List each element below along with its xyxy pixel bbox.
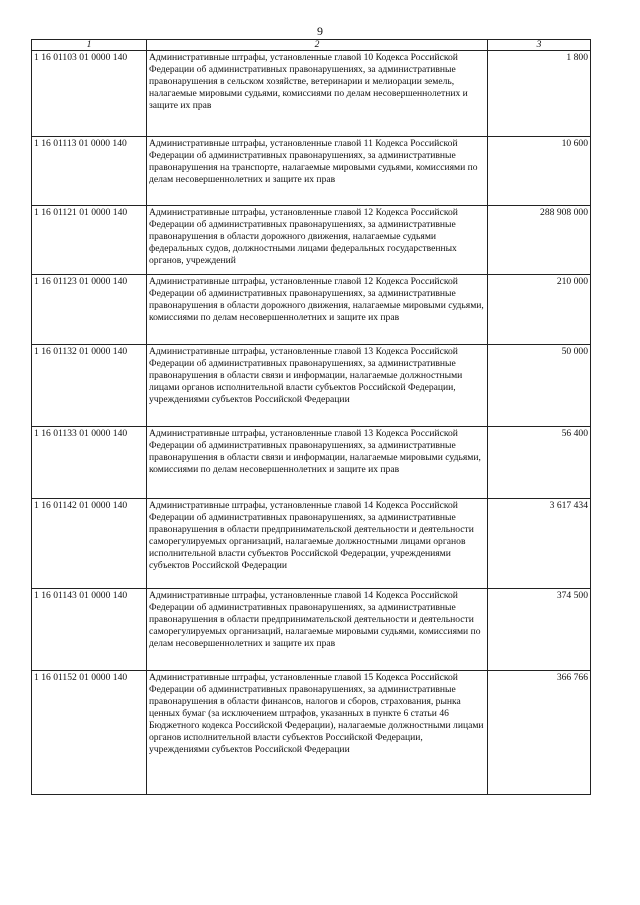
- column-header-3: 3: [488, 40, 591, 51]
- table-row: [32, 499, 591, 589]
- table-row: [32, 427, 591, 499]
- column-header-2: 2: [147, 40, 488, 51]
- header-row: [32, 40, 591, 51]
- income-description: Административные штрафы, установленные главой 14 Кодекса Российской Федерации об административных правонарушениях, за административные правонарушения в области предпринимательской деятельности и деятельности саморегулируемых организаций, налагаемые мировыми судьями, комиссиями по делам несовершеннолетних и защите их прав: [147, 589, 488, 671]
- amount: 288 908 000: [488, 206, 591, 275]
- amount: 10 600: [488, 137, 591, 206]
- budget-code: 1 16 01142 01 0000 140: [32, 499, 147, 589]
- amount: 1 800: [488, 51, 591, 137]
- income-description: Административные штрафы, установленные главой 14 Кодекса Российской Федерации об административных правонарушениях, за административные правонарушения в области предпринимательской деятельности и деятельности саморегулируемых организаций, налагаемые должностными лицами органов исполнительной власти субъектов Российской Федерации, учреждениями субъектов Российской Федерации: [147, 499, 488, 589]
- income-description: Административные штрафы, установленные главой 13 Кодекса Российской Федерации об административных правонарушениях, за административные правонарушения в области связи и информации, налагаемые должностными лицами органов исполнительной власти субъектов Российской Федерации, учреждениями субъектов Российской Федерации: [147, 345, 488, 427]
- income-description: Административные штрафы, установленные главой 13 Кодекса Российской Федерации об административных правонарушениях, за административные правонарушения в области связи и информации, налагаемые мировыми судьями, комиссиями по делам несовершеннолетних и защите их прав: [147, 427, 488, 499]
- budget-table: [31, 39, 591, 795]
- amount: 210 000: [488, 275, 591, 345]
- table-row: [32, 671, 591, 795]
- table-row: [32, 137, 591, 206]
- amount: 3 617 434: [488, 499, 591, 589]
- budget-code: 1 16 01113 01 0000 140: [32, 137, 147, 206]
- page-number: 9: [317, 24, 323, 38]
- amount: 50 000: [488, 345, 591, 427]
- table-row: [32, 206, 591, 275]
- budget-code: 1 16 01152 01 0000 140: [32, 671, 147, 795]
- table-row: [32, 51, 591, 137]
- amount: 374 500: [488, 589, 591, 671]
- table-row: [32, 345, 591, 427]
- budget-code: 1 16 01121 01 0000 140: [32, 206, 147, 275]
- income-description: Административные штрафы, установленные главой 12 Кодекса Российской Федерации об административных правонарушениях, за административные правонарушения в области дорожного движения, налагаемые мировыми судьями, комиссиями по делам несовершеннолетних и защите их прав: [147, 275, 488, 345]
- table-row: [32, 275, 591, 345]
- income-description: Административные штрафы, установленные главой 10 Кодекса Российской Федерации об административных правонарушениях, за административные правонарушения в сельском хозяйстве, ветеринарии и мелиорации земель, налагаемые мировыми судьями, комиссиями по делам несовершеннолетних и защите их прав: [147, 51, 488, 137]
- budget-code: 1 16 01132 01 0000 140: [32, 345, 147, 427]
- budget-code: 1 16 01123 01 0000 140: [32, 275, 147, 345]
- amount: 366 766: [488, 671, 591, 795]
- amount: 56 400: [488, 427, 591, 499]
- budget-code: 1 16 01103 01 0000 140: [32, 51, 147, 137]
- budget-code: 1 16 01143 01 0000 140: [32, 589, 147, 671]
- income-description: Административные штрафы, установленные главой 11 Кодекса Российской Федерации об административных правонарушениях, за административные правонарушения на транспорте, налагаемые мировыми судьями, комиссиями по делам несовершеннолетних и защите их прав: [147, 137, 488, 206]
- budget-code: 1 16 01133 01 0000 140: [32, 427, 147, 499]
- income-description: Административные штрафы, установленные главой 12 Кодекса Российской Федерации об административных правонарушениях, за административные правонарушения в области дорожного движения, налагаемые судьями федеральных судов, должностными лицами федеральных государственных органов, учреждений: [147, 206, 488, 275]
- column-header-1: 1: [32, 40, 147, 51]
- table-row: [32, 589, 591, 671]
- income-description: Административные штрафы, установленные главой 15 Кодекса Российской Федерации об административных правонарушениях, за административные правонарушения в области финансов, налогов и сборов, страхования, рынка ценных бумаг (за исключением штрафов, указанных в пункте 6 статьи 46 Бюджетного кодекса Российской Федерации), налагаемые должностными лицами органов исполнительной власти субъектов Российской Федерации, учреждениями субъектов Российской Федерации: [147, 671, 488, 795]
